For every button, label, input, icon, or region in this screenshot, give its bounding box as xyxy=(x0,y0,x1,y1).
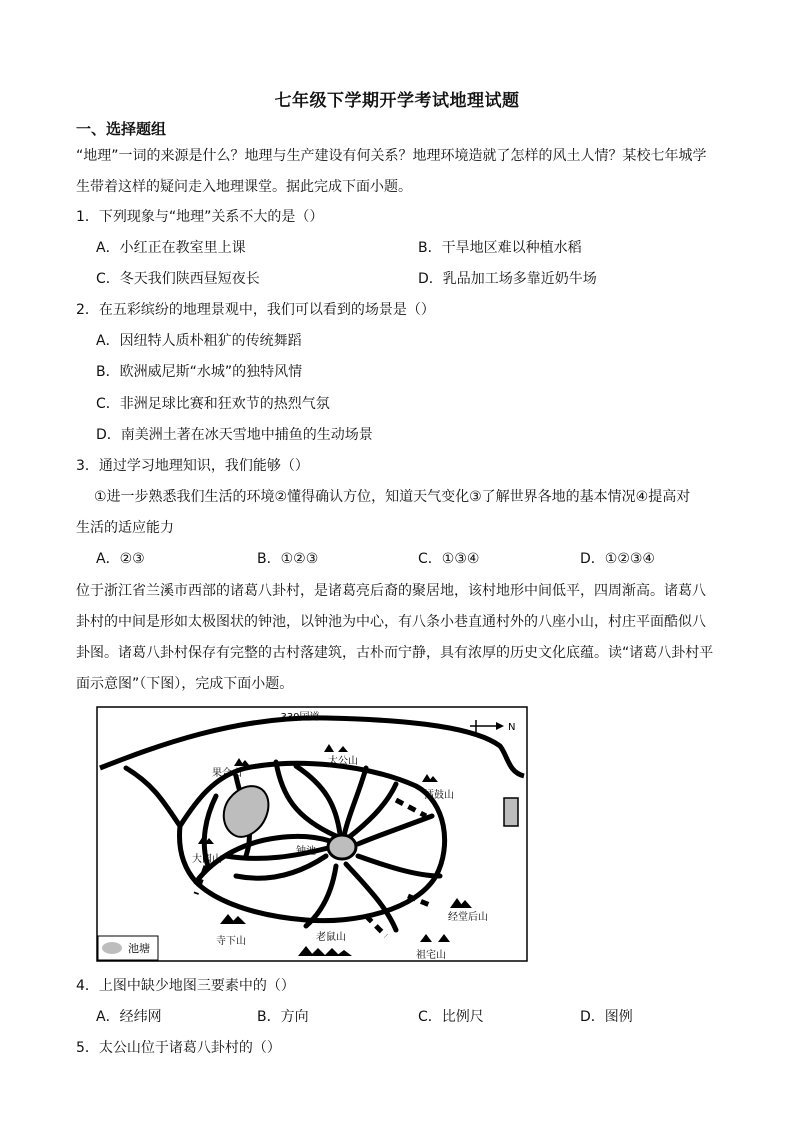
pool-label: 钟池 xyxy=(296,846,316,857)
q2-option-c: C．非洲足球比赛和狂欢节的热烈气氛 xyxy=(96,396,330,412)
legend-label: 池塘 xyxy=(128,942,150,955)
q1-option-d: D．乳品加工场多靠近奶牛场 xyxy=(418,271,597,287)
intro2-line2: 卦村的中间是形如太极图状的钟池，以钟池为中心，有八条小巷直通村外的八座小山，村庄平面酷似八 xyxy=(76,614,706,630)
north-label: N xyxy=(508,722,516,733)
hill-label-laoshu: 老鼠山 xyxy=(316,932,346,943)
hill-label-guohe: 果合山 xyxy=(212,768,242,779)
q3-body-line2: 生活的适应能力 xyxy=(76,520,174,536)
intro1-line1: “地理”一词的来源是什么？地理与生产建设有何关系？地理环境造就了怎样的风土人情？某校七年城学 xyxy=(76,148,707,164)
zhuge-village-map xyxy=(96,706,528,962)
q3-stem: 3．通过学习地理知识，我们能够（） xyxy=(76,458,309,474)
hill-label-sixia: 寺下山 xyxy=(216,936,246,947)
q5-stem: 5．太公山位于诸葛八卦村的（） xyxy=(76,1040,281,1056)
hill-label-bogu: 擂鼓山 xyxy=(424,790,454,801)
intro2-line3: 卦图。诸葛八卦村保存有完整的古村落建筑，古朴而宁静，具有浓厚的历史文化底蕴。读“诸葛八卦村平 xyxy=(76,645,714,661)
legend-pond-swatch xyxy=(102,942,122,954)
intro2-line1: 位于浙江省兰溪市西部的诸葛八卦村，是诸葛亮后裔的聚居地，该村地形中间低平，四周渐高。诸葛八 xyxy=(76,583,706,599)
q2-option-d: D．南美洲土著在冰天雪地中捕鱼的生动场景 xyxy=(96,427,373,443)
q3-option-a: A．②③ xyxy=(96,551,145,567)
q2-option-b: B．欧洲威尼斯“水城”的独特风情 xyxy=(96,364,303,380)
zhongchi-pool xyxy=(328,835,356,859)
hill-label-taigong: 太公山 xyxy=(328,756,358,767)
q1-option-b: B．干旱地区难以种植水稻 xyxy=(418,240,582,256)
page-title: 七年级下学期开学考试地理试题 xyxy=(274,91,520,111)
q3-body-line1: ①进一步熟悉我们生活的环境②懂得确认方位，知道天气变化③了解世界各地的基本情况④提高对 xyxy=(94,489,691,505)
q3-option-b: B．①②③ xyxy=(257,551,319,567)
q1-stem: 1．下列现象与“地理”关系不大的是（） xyxy=(76,209,324,225)
section-heading: 一、选择题组 xyxy=(76,120,167,138)
q4-option-d: D．图例 xyxy=(580,1009,633,1025)
hill-label-dayuan: 大园山 xyxy=(192,854,222,865)
q4-stem: 4．上图中缺少地图三要素中的（） xyxy=(76,978,295,994)
road-label: 330国道 xyxy=(280,712,320,723)
side-building xyxy=(504,798,518,826)
intro1-line2: 生带着这样的疑问走入地理课堂。据此完成下面小题。 xyxy=(76,179,412,195)
q4-option-c: C．比例尺 xyxy=(418,1009,484,1025)
q3-option-c: C．①③④ xyxy=(418,551,480,567)
q3-option-d: D．①②③④ xyxy=(580,551,655,567)
hill-label-jingtanghou: 经堂后山 xyxy=(448,912,488,923)
q4-option-a: A．经纬网 xyxy=(96,1009,162,1025)
q4-option-b: B．方向 xyxy=(257,1009,309,1025)
intro2-line4: 面示意图”（下图），完成下面小题。 xyxy=(76,676,294,692)
q2-stem: 2．在五彩缤纷的地理景观中，我们可以看到的场景是（） xyxy=(76,302,435,318)
hill-label-zuzhai: 祖宅山 xyxy=(416,950,446,961)
q1-option-a: A．小红正在教室里上课 xyxy=(96,240,246,256)
q2-option-a: A．因纽特人质朴粗犷的传统舞蹈 xyxy=(96,333,302,349)
q1-option-c: C．冬天我们陕西昼短夜长 xyxy=(96,271,260,287)
